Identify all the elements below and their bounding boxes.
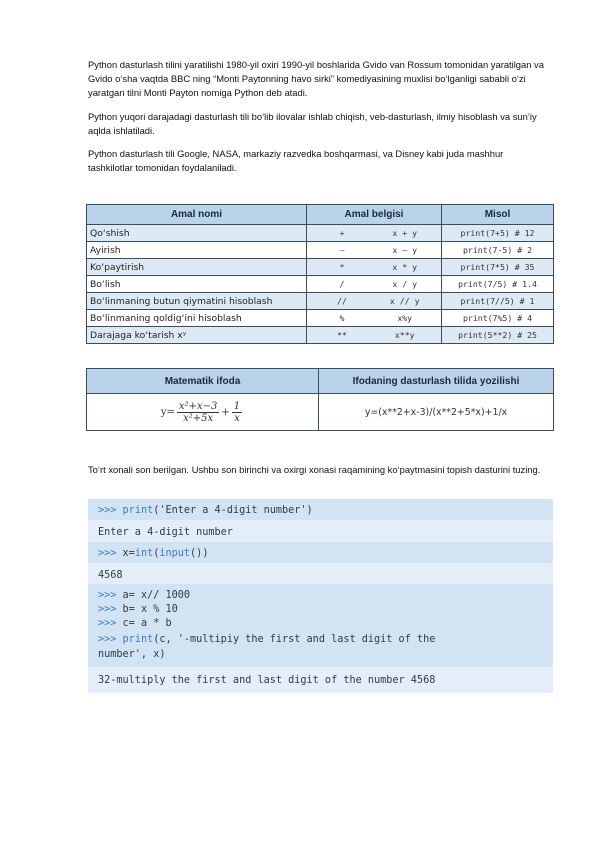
- operation-sign: *: [339, 262, 345, 272]
- intro-paragraph-3: Python dasturlash tili Google, NASA, markaziy razvedka boshqarmasi, va Disney kabi juda mashhur tashkilotlar tomonidan foydalaniladi.: [88, 148, 504, 174]
- header-example: Misol: [442, 205, 554, 225]
- fraction-2: [232, 401, 242, 424]
- operation-name: Darajaga ko‘tarish xʸ: [87, 327, 307, 344]
- intro-paragraph-2: Python yuqori darajadagi dasturlash tili bo‘lib ilovalar ishlab chiqish, veb-dasturlash, ilmiy hisoblash va sun’iy aqlda ishlatiladi.: [88, 111, 537, 137]
- code-line-6: >>> b= x % 10: [98, 604, 178, 615]
- fraction-2-numerator: 1: [233, 400, 241, 412]
- formula-table: [86, 368, 554, 431]
- operation-expression: x + y: [392, 228, 418, 238]
- fraction-1: [177, 401, 219, 424]
- table-row: [87, 242, 554, 259]
- code-line-10: 32-multiply the first and last digit of the number 4568: [98, 675, 436, 686]
- header-operation-name: Amal nomi: [87, 205, 307, 225]
- operation-example: print(7//5) # 1: [442, 293, 554, 310]
- operation-sign: %: [339, 313, 345, 323]
- operation-expression: x // y: [389, 296, 420, 306]
- operation-sign: –: [339, 245, 345, 255]
- table-row: [87, 394, 554, 431]
- operators-table-header: [87, 205, 554, 225]
- table-row: [87, 310, 554, 327]
- operation-example: print(7%5) # 4: [442, 310, 554, 327]
- fraction-1-numerator: x²+x−3: [178, 400, 218, 412]
- operation-name: Bo‘linmaning qoldig‘ini hisoblash: [87, 310, 307, 327]
- intro-paragraph-1: Python dasturlash tilini yaratilishi 1980-yil oxiri 1990-yil boshlarida Gvido van Rossum tomonidan yaratilgan va Gvido o‘sha vaqtda BBC ning “Monti Paytonning havo sirki” komediyasining muxlisi bo‘lganligi sababli o‘zi yaratgan tilni Monti Payton nomiga Python deb atadi.: [88, 59, 544, 99]
- header-operation-sign: Amal belgisi: [307, 205, 442, 225]
- operation-sign: +: [339, 228, 345, 238]
- python-shell-code-block: [88, 499, 553, 693]
- operation-name: Bo‘lish: [87, 276, 307, 293]
- operation-example: print(7+5) # 12: [442, 225, 554, 242]
- code-line-5: >>> a= x// 1000: [98, 590, 191, 601]
- code-line-9: number', x): [98, 649, 166, 660]
- code-line-2: Enter a 4-digit number: [98, 527, 233, 538]
- operation-expression: x / y: [392, 279, 418, 289]
- operation-sign: /: [339, 279, 345, 289]
- operation-expression: x**y: [394, 330, 415, 340]
- table-row: [87, 276, 554, 293]
- formula-table-header: [87, 369, 554, 394]
- code-line-4: 4568: [98, 570, 123, 581]
- operation-expression: x – y: [392, 245, 418, 255]
- operation-example: print(7*5) # 35: [442, 259, 554, 276]
- operation-sign: //: [337, 296, 347, 306]
- operators-table: [86, 204, 554, 344]
- task-text: To‘rt xonali son berilgan. Ushbu son birinchi va oxirgi xonasi raqamining ko‘paytmasini topish dasturini tuzing.: [88, 464, 541, 475]
- code-line-8: >>> print(c, '-multipiy the first and last digit of the: [98, 634, 436, 645]
- table-row: [87, 327, 554, 344]
- fraction-1-denominator: x²+5x: [183, 412, 214, 424]
- fraction-2-denominator: x: [234, 412, 240, 424]
- operation-expression: x%y: [397, 313, 413, 323]
- operation-name: Ko‘paytirish: [87, 259, 307, 276]
- formula-plus: +: [221, 406, 230, 418]
- operation-name: Qo‘shish: [87, 225, 307, 242]
- table-row: [87, 259, 554, 276]
- math-expression-cell: [87, 394, 319, 431]
- math-formula: [161, 401, 244, 424]
- table-row: [87, 293, 554, 310]
- table-row: [87, 225, 554, 242]
- operation-example: print(7/5) # 1.4: [442, 276, 554, 293]
- header-code-expression: Ifodaning dasturlash tilida yozilishi: [319, 369, 554, 394]
- code-line-3: >>> x=int(input()): [98, 548, 209, 559]
- code-line-7: >>> c= a * b: [98, 618, 172, 629]
- code-expression-cell: y=(x**2+x-3)/(x**2+5*x)+1/x: [319, 394, 554, 431]
- header-math-expression: Matematik ifoda: [87, 369, 319, 394]
- operation-sign: **: [337, 330, 347, 340]
- formula-lhs: y=: [160, 406, 175, 418]
- operation-name: Ayirish: [87, 242, 307, 259]
- operation-name: Bo‘linmaning butun qiymatini hisoblash: [87, 293, 307, 310]
- operation-example: print(5**2) # 25: [442, 327, 554, 344]
- operation-expression: x * y: [392, 262, 418, 272]
- operation-example: print(7-5) # 2: [442, 242, 554, 259]
- code-line-1: >>> print('Enter a 4-digit number'): [98, 505, 313, 516]
